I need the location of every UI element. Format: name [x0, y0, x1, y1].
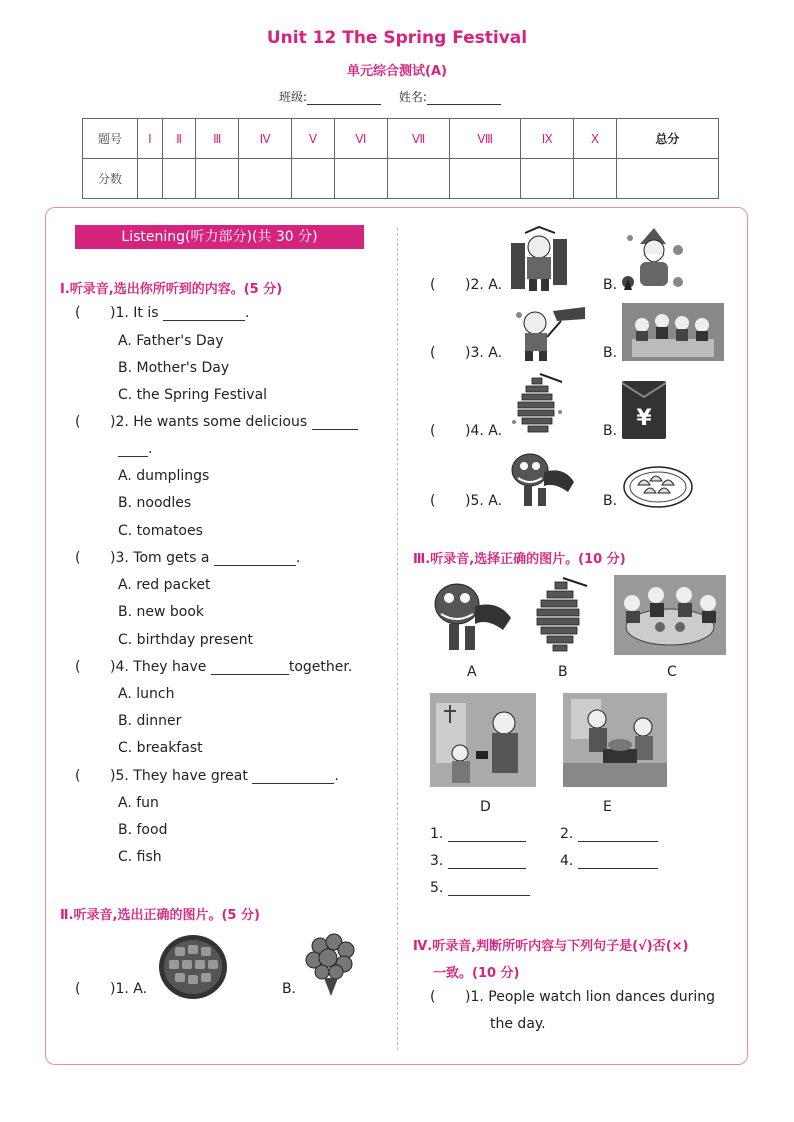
s2-item-5-b: B.	[603, 493, 618, 509]
pic-label-c: C	[667, 664, 677, 680]
score-cell: Ⅲ	[196, 119, 239, 159]
section-1-title: Ⅰ.听录音,选出你所听到的内容。(5 分)	[60, 282, 283, 297]
firecrackers-icon[interactable]	[510, 372, 566, 444]
s4-question-1: )1. People watch lion dances during	[465, 989, 715, 1005]
option[interactable]: A. red packet	[118, 577, 211, 593]
flowers-icon[interactable]	[300, 932, 362, 1002]
score-cell: Ⅷ	[450, 119, 521, 159]
s2-item-4-b: B.	[603, 423, 618, 439]
option[interactable]: A. dumplings	[118, 468, 210, 484]
listening-banner: Listening(听力部分)(共 30 分)	[75, 225, 364, 249]
question-1: )1. It is .	[110, 305, 250, 321]
answer-3[interactable]: 3.	[430, 853, 526, 869]
answer-paren[interactable]: (	[75, 981, 81, 997]
column-divider	[397, 228, 398, 1050]
s2-item-5: )5. A.	[465, 493, 503, 509]
score-input[interactable]	[196, 159, 239, 199]
s2-item-2-b: B.	[603, 277, 618, 293]
s2-item-3: )3. A.	[465, 345, 503, 361]
score-input[interactable]	[138, 159, 163, 199]
section-4-title: Ⅳ.听录音,判断所听内容与下列句子是(√)否(×)	[413, 939, 689, 954]
answer-4[interactable]: 4.	[560, 853, 658, 869]
class-label: 班级:	[279, 90, 308, 104]
section-2-title: Ⅱ.听录音,选出正确的图片。(5 分)	[60, 908, 260, 923]
score-table	[82, 118, 719, 199]
page-subtitle: 单元综合测试(A)	[347, 64, 447, 79]
name-blank[interactable]	[427, 92, 501, 105]
score-cell: Ⅰ	[138, 119, 163, 159]
giving-red-packet-icon[interactable]	[430, 693, 536, 791]
family-dinner-icon[interactable]	[622, 303, 724, 365]
red-packet-icon[interactable]	[622, 381, 666, 443]
score-cell: Ⅶ	[387, 119, 449, 159]
lion-dance-icon[interactable]	[508, 448, 578, 514]
score-input[interactable]	[334, 159, 387, 199]
pic-label-d: D	[480, 799, 491, 815]
option[interactable]: B. noodles	[118, 495, 192, 511]
option[interactable]: B. Mother's Day	[118, 360, 230, 376]
option[interactable]: C. fish	[118, 849, 162, 865]
answer-paren[interactable]: (	[75, 659, 81, 675]
s2-item-1-b: B.	[282, 981, 297, 997]
answer-paren[interactable]: (	[430, 423, 436, 439]
s4-question-1-cont: the day.	[490, 1016, 546, 1032]
s2-item-1: )1. A.	[110, 981, 148, 997]
name-label: 姓名:	[398, 90, 427, 104]
answer-1[interactable]: 1.	[430, 826, 526, 842]
answer-paren[interactable]: (	[430, 277, 436, 293]
decorating-home-icon[interactable]	[563, 693, 667, 791]
score-input[interactable]	[239, 159, 292, 199]
score-input[interactable]	[292, 159, 334, 199]
answer-5[interactable]: 5.	[430, 880, 530, 896]
option[interactable]: A. lunch	[118, 686, 175, 702]
score-cell: 分数	[83, 159, 138, 199]
chocolate-box-icon[interactable]	[157, 933, 229, 1005]
pic-label-b: B	[558, 664, 568, 680]
score-input[interactable]	[574, 159, 616, 199]
score-input[interactable]	[162, 159, 196, 199]
score-cell: Ⅱ	[162, 119, 196, 159]
option[interactable]: C. breakfast	[118, 740, 203, 756]
score-cell: Ⅸ	[521, 119, 574, 159]
section-3-title: Ⅲ.听录音,选择正确的图片。(10 分)	[413, 552, 626, 567]
santa-icon[interactable]	[620, 226, 686, 298]
s2-item-3-b: B.	[603, 345, 618, 361]
question-2-cont: .	[118, 441, 152, 457]
student-info	[0, 88, 794, 105]
score-cell: Ⅴ	[292, 119, 334, 159]
score-input[interactable]	[387, 159, 449, 199]
score-input[interactable]	[521, 159, 574, 199]
answer-paren[interactable]: (	[75, 305, 81, 321]
score-cell: Ⅳ	[239, 119, 292, 159]
svg-text:¥: ¥	[636, 406, 652, 431]
answer-paren[interactable]: (	[75, 768, 81, 784]
dumplings-icon[interactable]	[622, 463, 694, 515]
score-input[interactable]	[616, 159, 718, 199]
option[interactable]: A. Father's Day	[118, 333, 224, 349]
question-5: )5. They have great .	[110, 768, 339, 784]
pic-label-a: A	[467, 664, 477, 680]
section-4-title-cont: 一致。(10 分)	[433, 966, 520, 981]
class-blank[interactable]	[307, 92, 381, 105]
answer-paren[interactable]: (	[430, 989, 436, 1005]
pic-label-e: E	[603, 799, 612, 815]
couplet-boy-icon[interactable]	[505, 225, 575, 299]
answer-paren[interactable]: (	[430, 345, 436, 361]
score-value-row	[83, 159, 719, 199]
answer-paren[interactable]: (	[75, 550, 81, 566]
question-3: )3. Tom gets a .	[110, 550, 301, 566]
page-title: Unit 12 The Spring Festival	[266, 28, 528, 48]
firecrackers-icon[interactable]	[529, 576, 591, 658]
option[interactable]: B. food	[118, 822, 168, 838]
firecracker-boy-icon[interactable]	[513, 305, 587, 367]
s2-item-2: )2. A.	[465, 277, 503, 293]
score-cell: Ⅵ	[334, 119, 387, 159]
option[interactable]: C. tomatoes	[118, 523, 203, 539]
score-header-row	[83, 119, 719, 159]
score-cell: 总分	[616, 119, 718, 159]
question-4: )4. They have together.	[110, 659, 353, 675]
option[interactable]: C. the Spring Festival	[118, 387, 268, 403]
answer-2[interactable]: 2.	[560, 826, 658, 842]
lion-dance-icon[interactable]	[427, 576, 515, 658]
family-dinner-icon[interactable]	[614, 575, 726, 659]
score-cell: Ⅹ	[574, 119, 616, 159]
option[interactable]: C. birthday present	[118, 632, 253, 648]
s2-item-4: )4. A.	[465, 423, 503, 439]
answer-paren[interactable]: (	[430, 493, 436, 509]
score-cell: 题号	[83, 119, 138, 159]
option[interactable]: B. new book	[118, 604, 205, 620]
option[interactable]: B. dinner	[118, 713, 182, 729]
option[interactable]: A. fun	[118, 795, 159, 811]
score-input[interactable]	[450, 159, 521, 199]
answer-paren[interactable]: (	[75, 414, 81, 430]
question-2: )2. He wants some delicious	[110, 414, 358, 430]
